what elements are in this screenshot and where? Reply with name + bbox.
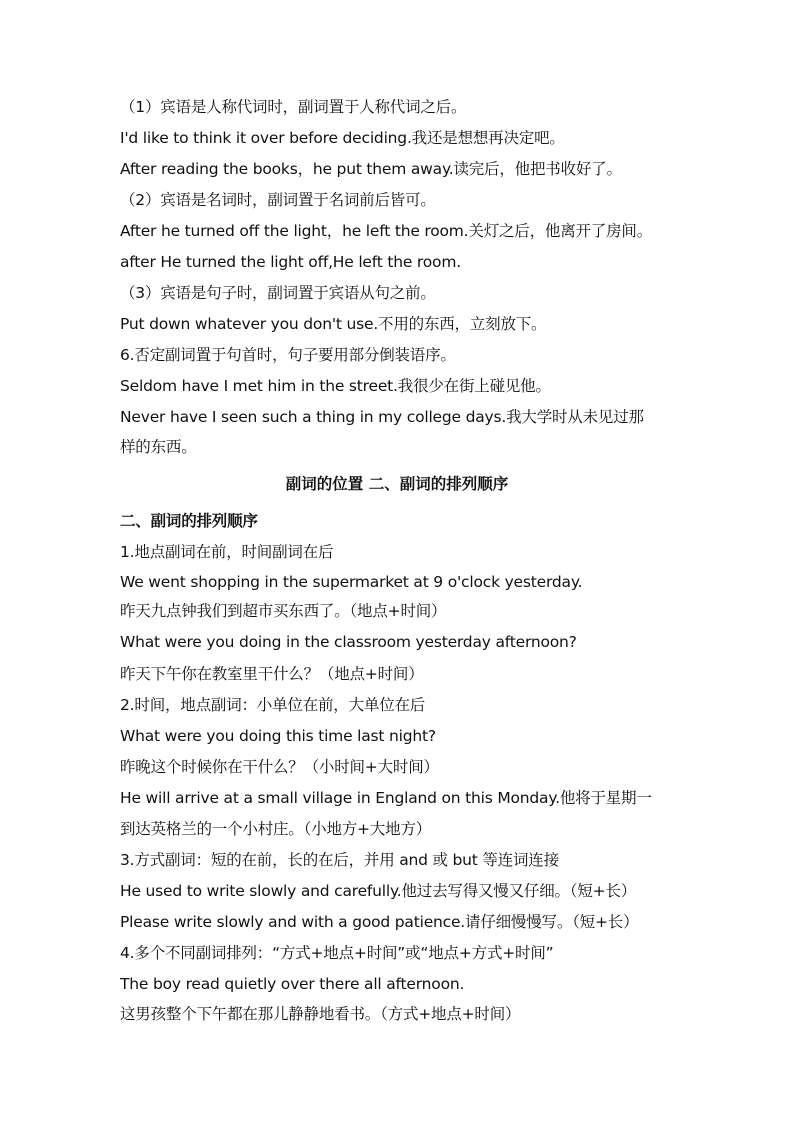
- text-line: He will arrive at a small village in England on this Monday.他将于星期一: [120, 789, 652, 807]
- text-line: 4.多个不同副词排列：“方式+地点+时间”或“地点+方式+时间”: [120, 944, 554, 962]
- text-line: （3）宾语是句子时，副词置于宾语从句之前。: [120, 284, 436, 302]
- text-line: After reading the books，he put them away.读完后，他把书收好了。: [120, 160, 622, 178]
- text-line: 昨天九点钟我们到超市买东西了。（地点+时间）: [120, 602, 447, 620]
- text-line: What were you doing this time last night?: [120, 727, 436, 745]
- text-line: after He turned the light off,He left the room.: [120, 253, 461, 271]
- text-line: 3.方式副词：短的在前，长的在后，并用 and 或 but 等连词连接: [120, 851, 559, 869]
- text-line: The boy read quietly over there all afternoon.: [120, 975, 465, 993]
- text-line: 昨天下午你在教室里干什么？（地点+时间）: [120, 665, 424, 683]
- text-line: Put down whatever you don't use.不用的东西，立刻放下。: [120, 315, 547, 333]
- text-line: What were you doing in the classroom yesterday afternoon?: [120, 633, 577, 651]
- text-line: I'd like to think it over before deciding.我还是想想再决定吧。: [120, 129, 565, 147]
- text-line: （2）宾语是名词时，副词置于名词前后皆可。: [120, 191, 436, 209]
- text-line: 这男孩整个下午都在那儿静静地看书。（方式+地点+时间）: [120, 1005, 521, 1023]
- text-line: 昨晚这个时候你在干什么？（小时间+大时间）: [120, 758, 439, 776]
- text-line: 6.否定副词置于句首时，句子要用部分倒装语序。: [120, 346, 456, 364]
- text-line: （1）宾语是人称代词时，副词置于人称代词之后。: [120, 98, 467, 116]
- text-line: Seldom have I met him in the street.我很少在街上碰见他。: [120, 377, 551, 395]
- text-line: He used to write slowly and carefully.他过去写得又慢又仔细。（短+长）: [120, 882, 637, 900]
- section-title: 副词的位置 二、副词的排列顺序: [285, 475, 509, 493]
- text-line: After he turned off the light，he left the room.关灯之后，他离开了房间。: [120, 222, 653, 240]
- text-line: 到达英格兰的一个小村庄。（小地方+大地方）: [120, 820, 432, 838]
- text-line: 2.时间，地点副词：小单位在前，大单位在后: [120, 696, 426, 714]
- text-line: We went shopping in the supermarket at 9 o'clock yesterday.: [120, 573, 583, 591]
- text-line: 样的东西。: [120, 438, 197, 456]
- text-line: 1.地点副词在前，时间副词在后: [120, 543, 334, 561]
- text-line: Please write slowly and with a good patience.请仔细慢慢写。（短+长）: [120, 913, 639, 931]
- text-line: Never have I seen such a thing in my college days.我大学时从未见过那: [120, 408, 644, 426]
- section-heading: 二、副词的排列顺序: [120, 512, 258, 530]
